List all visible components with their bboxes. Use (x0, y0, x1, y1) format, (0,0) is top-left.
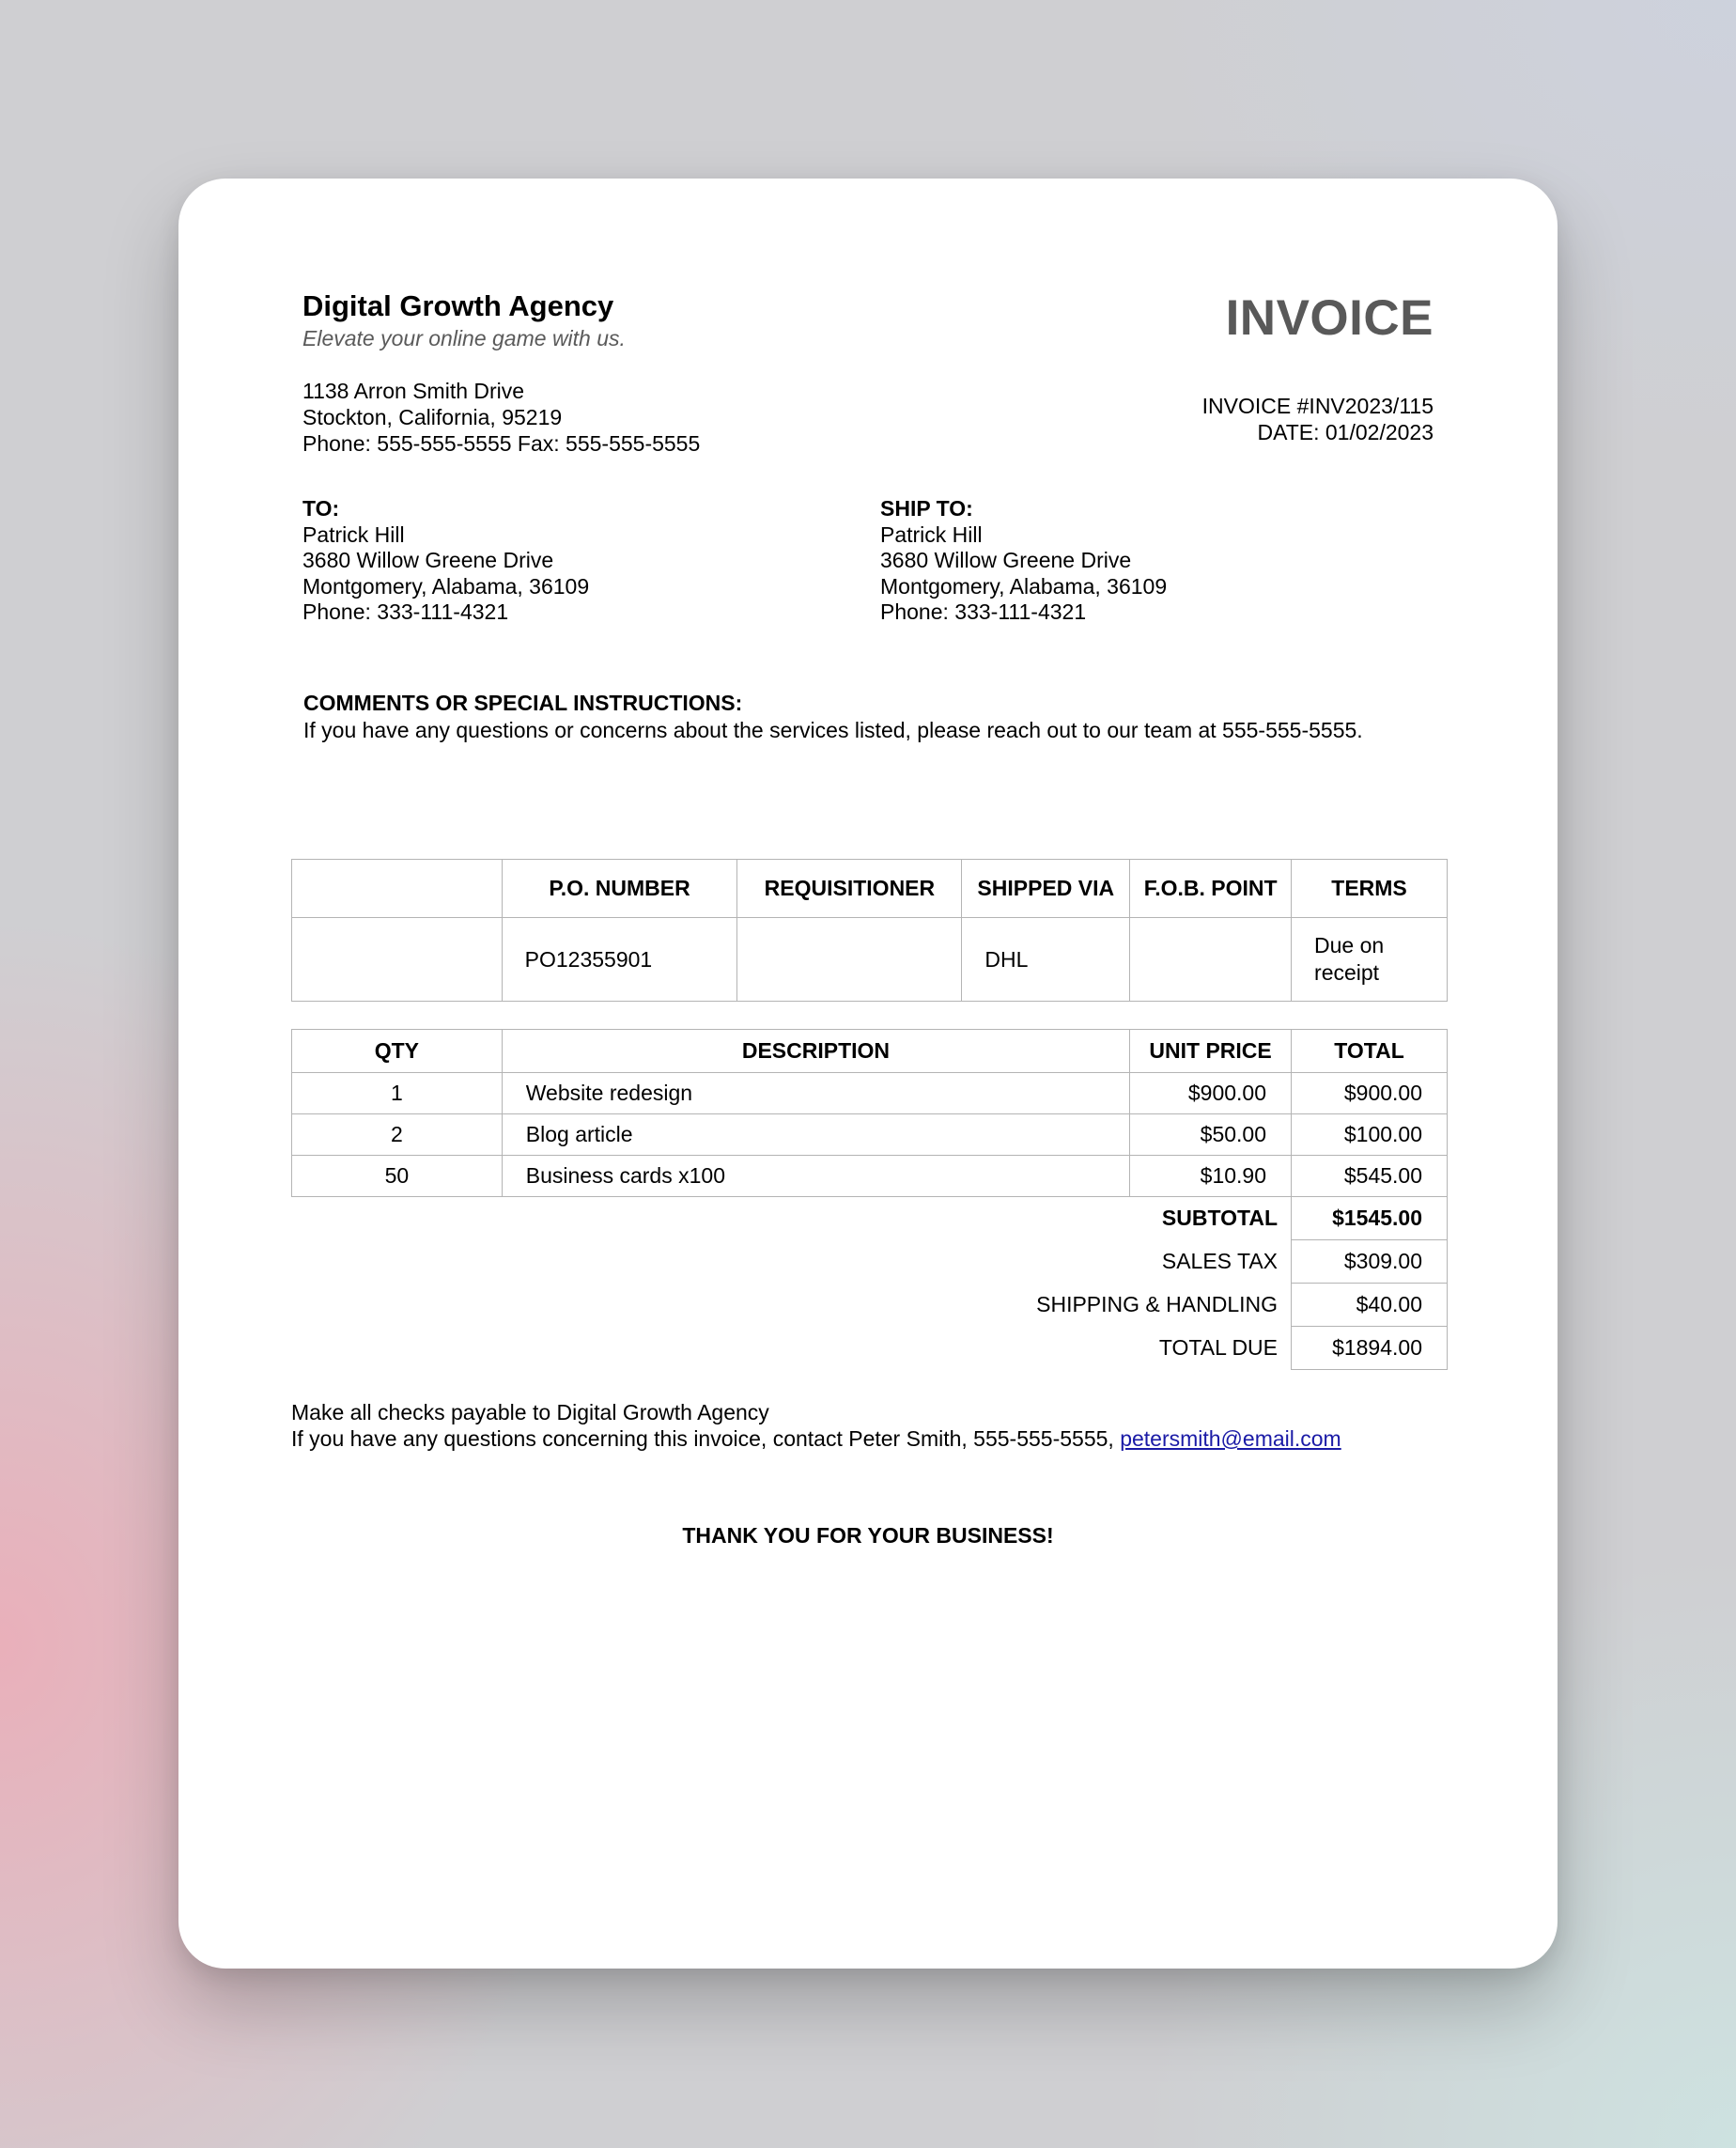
item-description: Blog article (502, 1114, 1129, 1156)
invoice-date: DATE: 01/02/2023 (1257, 420, 1434, 444)
order-info-table (291, 859, 1448, 1002)
company-tagline: Elevate your online game with us. (302, 326, 626, 350)
invoice-title: INVOICE (1225, 290, 1434, 346)
bill-to-phone: Phone: 333-111-4321 (302, 599, 509, 624)
contact-text: If you have any questions concerning this invoice, contact Peter Smith, 555-555-5555, (291, 1426, 1114, 1451)
unit-price-header: UNIT PRICE (1130, 1030, 1292, 1073)
requisitioner-value (737, 918, 962, 1002)
shipping-value: $40.00 (1292, 1284, 1448, 1327)
ship-to-name: Patrick Hill (880, 521, 983, 547)
company-phone-fax: Phone: 555-555-5555 Fax: 555-555-5555 (302, 431, 701, 456)
item-qty: 50 (292, 1156, 503, 1197)
company-address-line1: 1138 Arron Smith Drive (302, 379, 525, 403)
ship-to-phone: Phone: 333-111-4321 (880, 599, 1087, 624)
invoice-number: INVOICE #INV2023/115 (1201, 394, 1434, 418)
bill-to-name: Patrick Hill (302, 521, 405, 547)
order-info-header: SHIPPED VIA (962, 860, 1130, 918)
order-info-header: P.O. NUMBER (502, 860, 737, 918)
thank-you-message: THANK YOU FOR YOUR BUSINESS! (682, 1523, 1054, 1548)
order-info-cell (292, 918, 503, 1002)
ship-to-city: Montgomery, Alabama, 36109 (880, 573, 1168, 599)
po-number-value: PO12355901 (502, 918, 737, 1002)
order-info-header-row (292, 860, 1448, 918)
sales-tax-value: $309.00 (1292, 1240, 1448, 1284)
bill-to-city: Montgomery, Alabama, 36109 (302, 573, 590, 599)
total-header: TOTAL (1292, 1030, 1448, 1073)
item-qty: 1 (292, 1073, 503, 1114)
item-unit-price: $10.90 (1130, 1156, 1292, 1197)
contact-note (291, 1425, 1341, 1452)
shipping-label: SHIPPING & HANDLING (1036, 1292, 1279, 1316)
ship-to-block (880, 496, 1167, 626)
table-row (292, 1156, 1448, 1197)
fob-point-value (1130, 918, 1292, 1002)
item-total: $545.00 (1292, 1156, 1448, 1197)
order-info-header: TERMS (1292, 860, 1448, 918)
total-due-value: $1894.00 (1292, 1327, 1448, 1370)
company-name: Digital Growth Agency (302, 289, 614, 322)
item-qty: 2 (292, 1114, 503, 1156)
order-info-header (292, 860, 503, 918)
sales-tax-label: SALES TAX (1161, 1249, 1279, 1273)
table-row (292, 1114, 1448, 1156)
comments-text: If you have any questions or concerns about the services listed, please reach out to our team at 555-555-5555. (303, 718, 1363, 742)
total-due-label: TOTAL DUE (1158, 1335, 1279, 1360)
comments-block (303, 690, 1363, 744)
order-info-value-row (292, 918, 1448, 1002)
description-header: DESCRIPTION (502, 1030, 1129, 1073)
company-address (302, 378, 700, 457)
ship-to-label: SHIP TO: (880, 496, 973, 521)
qty-header: QTY (292, 1030, 503, 1073)
terms-value: Due on receipt (1292, 918, 1448, 1002)
checks-payable-note: Make all checks payable to Digital Growth Agency (291, 1400, 769, 1424)
table-row (292, 1073, 1448, 1114)
subtotal-value: $1545.00 (1292, 1197, 1448, 1240)
item-unit-price: $50.00 (1130, 1114, 1292, 1156)
invoice-document (178, 179, 1558, 1969)
line-items-header-row (292, 1030, 1448, 1073)
contact-email-link[interactable]: petersmith@email.com (1120, 1426, 1341, 1451)
subtotal-label: SUBTOTAL (1161, 1206, 1279, 1231)
company-address-line2: Stockton, California, 95219 (302, 405, 563, 429)
shipped-via-value: DHL (962, 918, 1130, 1002)
line-items-table (291, 1029, 1448, 1370)
item-total: $900.00 (1292, 1073, 1448, 1114)
sales-tax-row (292, 1240, 1448, 1284)
order-info-header: F.O.B. POINT (1130, 860, 1292, 918)
item-description: Website redesign (502, 1073, 1129, 1114)
invoice-meta (1202, 393, 1434, 445)
item-unit-price: $900.00 (1130, 1073, 1292, 1114)
subtotal-row (292, 1197, 1448, 1240)
bill-to-street: 3680 Willow Greene Drive (302, 548, 554, 572)
comments-label: COMMENTS OR SPECIAL INSTRUCTIONS: (303, 691, 743, 715)
bill-to-block (302, 496, 589, 626)
footer-notes (291, 1399, 1341, 1452)
ship-to-street: 3680 Willow Greene Drive (880, 548, 1132, 572)
item-total: $100.00 (1292, 1114, 1448, 1156)
total-due-row (292, 1327, 1448, 1370)
shipping-row (292, 1284, 1448, 1327)
bill-to-label: TO: (302, 496, 340, 521)
order-info-header: REQUISITIONER (737, 860, 962, 918)
item-description: Business cards x100 (502, 1156, 1129, 1197)
